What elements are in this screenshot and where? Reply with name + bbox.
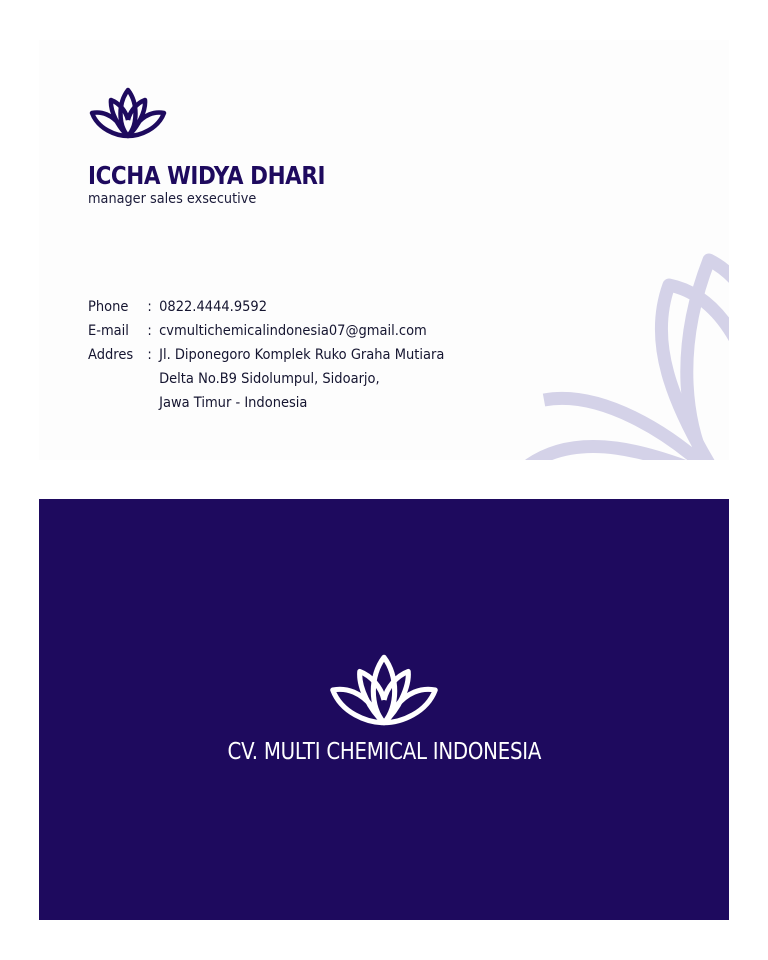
email-row	[88, 319, 444, 343]
lotus-icon	[88, 87, 168, 139]
company-name	[39, 739, 729, 765]
business-card-front	[39, 40, 729, 460]
address-label: Addres	[88, 347, 134, 363]
address-line: Jl. Diponegoro Komplek Ruko Graha Mutiara	[159, 347, 445, 363]
address-row	[88, 343, 444, 415]
phone-row	[88, 295, 444, 319]
address-line: Delta No.B9 Sidolumpul, Sidoarjo,	[159, 371, 380, 387]
person-name: ICCHA WIDYA DHARI	[88, 161, 326, 190]
separator: :	[147, 323, 152, 339]
job-title: manager sales exsecutive	[88, 191, 257, 207]
address-value	[159, 343, 444, 415]
email-label: E-mail	[88, 323, 129, 339]
separator: :	[147, 347, 152, 363]
separator: :	[147, 299, 152, 315]
company-name-text: CV. MULTI CHEMICAL INDONESIA	[227, 739, 541, 765]
email-value[interactable]: cvmultichemicalindonesia07@gmail.com	[159, 323, 427, 339]
business-card-back	[39, 499, 729, 920]
lotus-watermark-icon	[519, 250, 729, 460]
phone-value[interactable]: 0822.4444.9592	[159, 299, 268, 315]
contact-block	[88, 295, 444, 415]
address-line: Jawa Timur - Indonesia	[159, 395, 308, 411]
lotus-icon	[323, 653, 445, 727]
phone-label: Phone	[88, 299, 129, 315]
